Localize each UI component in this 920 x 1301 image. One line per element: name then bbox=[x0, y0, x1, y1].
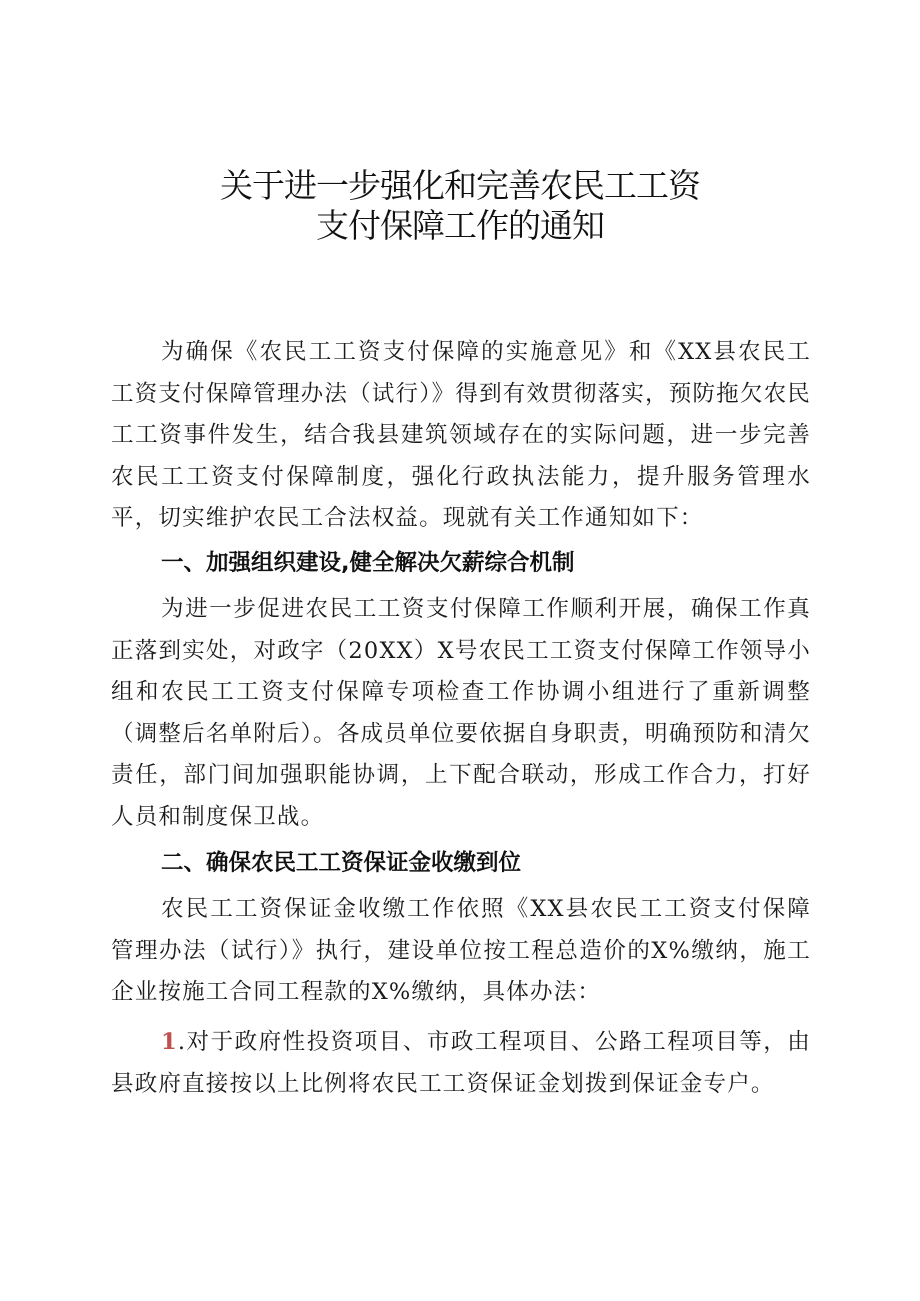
section-2-body: 农民工工资保证金收缴工作依照《XX县农民工工资支付保障管理办法（试行）》执行，建设单位按工程总造价的X%缴纳，施工企业按施工合同工程款的X%缴纳，具体办法： bbox=[111, 896, 811, 1006]
list-item-text: .对于政府性投资项目、市政工程项目、公路工程项目等，由县政府直接按以上比例将农民工工资保证金划拨到保证金专户。 bbox=[111, 1029, 811, 1097]
section-1-body: 为进一步促进农民工工资支付保障工作顺利开展，确保工作真正落到实处，对政字（20XX）X号农民工工资支付保障工作领导小组和农民工工资支付保障专项检查工作协调小组进行了重新调整（调整后名单附后）。各成员单位要依据自身职责，明确预防和清欠责任，部门间加强职能协调，上下配合联动，形成工作合力，打好人员和制度保卫战。 bbox=[111, 596, 811, 830]
intro-paragraph: 为确保《农民工工资支付保障的实施意见》和《XX县农民工工资支付保障管理办法（试行）》得到有效贯彻落实，预防拖欠农民工工资事件发生，结合我县建筑领域存在的实际问题，进一步完善农民工工资支付保障制度，强化行政执法能力，提升服务管理水平，切实维护农民工合法权益。现就有关工作通知如下： bbox=[111, 339, 811, 532]
list-item-number: 1 bbox=[161, 1029, 178, 1055]
section-2-list-item-1 bbox=[111, 1022, 811, 1105]
section-2-heading: 二、确保农民工工资保证金收缴到位 bbox=[161, 850, 522, 876]
document-title-line-1: 关于进一步强化和完善农民工工资 bbox=[220, 166, 700, 205]
document-title-line-2: 支付保障工作的通知 bbox=[316, 206, 604, 245]
section-1-heading: 一、加强组织建设,健全解决欠薪综合机制 bbox=[161, 550, 575, 576]
